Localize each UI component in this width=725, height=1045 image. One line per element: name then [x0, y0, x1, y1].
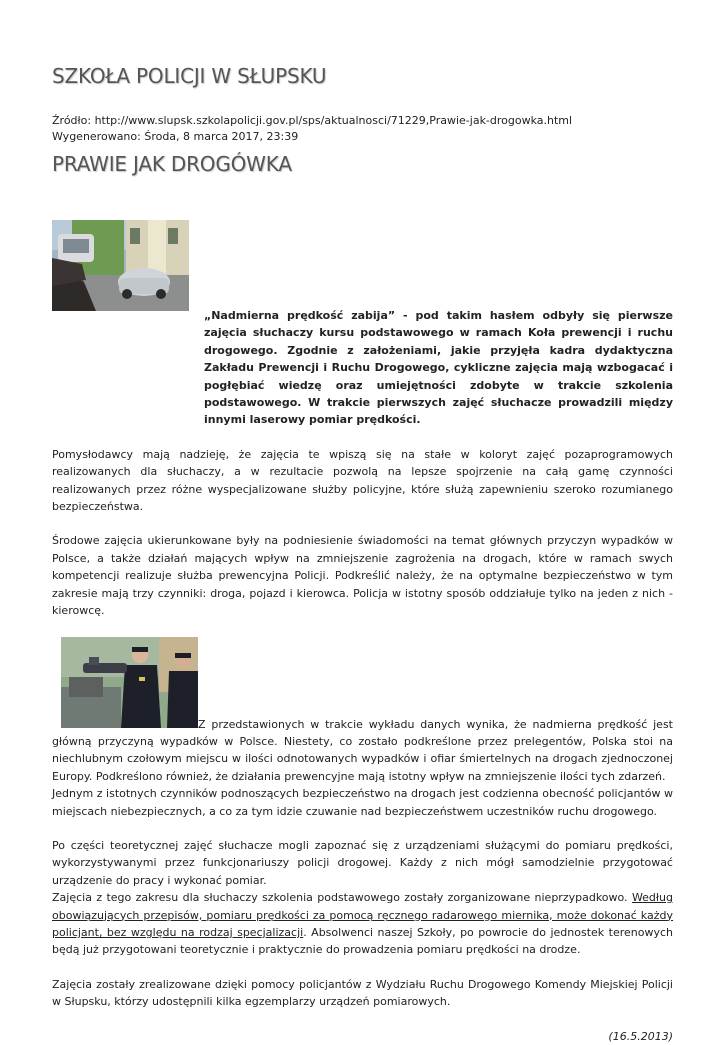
article-body [52, 220, 673, 1045]
paragraph-3-text: Z przedstawionych w trakcie wykładu danych wynika, że nadmierna prędkość jest główną przyczyną wypadków w Polsce. Niestety, co zostało podkreślone przez prelegentów, Polska stoi na niechlubnym czołowym miejscu w ilości odnotowanych wypadków i ofiar śmiertelnych na drogach zjednoczonej Europy. Podkreślono również, że działania prewencyjne mają istotny wpływ na zmniejszenie ilości tych zdarzeń. [52, 717, 673, 783]
paragraph-2: Środowe zajęcia ukierunkowane były na podniesienie świadomości na temat głównych przyczyn wypadków w Polsce, a także działań mających wpływ na zmniejszenie zagrożenia na drogach, które w ramach swych kompetencji realizuje służba prewencyjna Policji. Podkreślić należy, że na optymalne bezpieczeństwo w tym zakresie mają trzy czynniki: droga, pojazd i kierowca. Policja w istotny sposób oddziałuje tylko na jeden z nich - kierowcę. [52, 534, 673, 618]
site-title: SZKOŁA POLICJI W SŁUPSKU [52, 64, 327, 88]
paragraph-6-end: . Absolwenci naszej Szkoły, po powrocie do jednostek terenowych będą już przygotowani teoretycznie i praktycznie do prowadzenia pomiaru prędkości na drodze. [52, 925, 673, 957]
paragraph-6 [52, 889, 673, 959]
officers-radar-photo [61, 637, 198, 728]
paragraph-6-start: Zajęcia z tego zakresu dla słuchaczy szkolenia podstawowego zostały zorganizowane nieprzypadkowo. [52, 891, 632, 905]
article-date: (16.5.2013) [608, 1029, 673, 1043]
paragraph-1: Pomysłodawcy mają nadzieję, że zajęcia te wpiszą się na stałe w koloryt zajęć pozaprogramowych realizowanych dla słuchaczy, a w rezultacie pozwolą na lepsze spojrzenie na całą gamę czynności realizowanych przez różne wyspecjalizowane służby policyjne, które służą zapewnieniu szeroko rozumianego bezpieczeństwa. [52, 447, 673, 514]
underlined-regulation-text: Według obowiązujących przepisów, pomiaru prędkości za pomocą ręcznego radarowego miernika, może dokonać każdy policjant, bez względu na rodzaj specjalizacji [52, 891, 673, 939]
paragraph-3 [52, 637, 673, 786]
paragraph-7: Zajęcia zostały zrealizowane dzięki pomocy policjantów z Wydziału Ruchu Drogowego Komendy Miejskiej Policji w Słupsku, którzy udostępnili kilka egzemplarzy urządzeń pomiarowych. [52, 977, 673, 1009]
source-line: Źródło: http://www.slupsk.szkolapolicji.gov.pl/sps/aktualnosci/71229,Prawie-jak-drogowka.html [52, 114, 573, 127]
lead-paragraph: „Nadmierna prędkość zabija” - pod takim hasłem odbyły się pierwsze zajęcia słuchaczy kursu podstawowego w ramach Koła prewencji i ruchu drogowego. Zgodnie z założeniami, jakie przyjęła kadra dydaktyczna Zakładu Prewencji i Ruchu Drogowego, cykliczne zajęcia mają wzbogacać i pogłębiać wiedzę oraz umiejętności zdobyte w trakcie szkolenia podstawowego. W trakcie pierwszych zajęć słuchacze prowadzili między innymi laserowy pomiar prędkości. [204, 309, 673, 427]
paragraph-5: Po części teoretycznej zajęć słuchacze mogli zapoznać się z urządzeniami służącymi do pomiaru prędkości, wykorzystywanymi przez funkcjonariuszy policji drogowej. Każdy z nich mógł samodzielnie przygotować urządzenie do pracy i wykonać pomiar. [52, 838, 673, 887]
article-title: PRAWIE JAK DROGÓWKA [52, 152, 292, 176]
document-meta [52, 113, 572, 145]
generated-line: Wygenerowano: Środa, 8 marca 2017, 23:39 [52, 130, 299, 143]
paragraph-4: Jednym z istotnych czynników podnoszących bezpieczeństwo na drogach jest codzienna obecność policjantów w miejscach niebezpiecznych, a co za tym idzie czuwanie nad bezpieczeństwem uczestników ruchu drogowego. [52, 787, 673, 818]
radar-gun-photo [52, 220, 189, 311]
